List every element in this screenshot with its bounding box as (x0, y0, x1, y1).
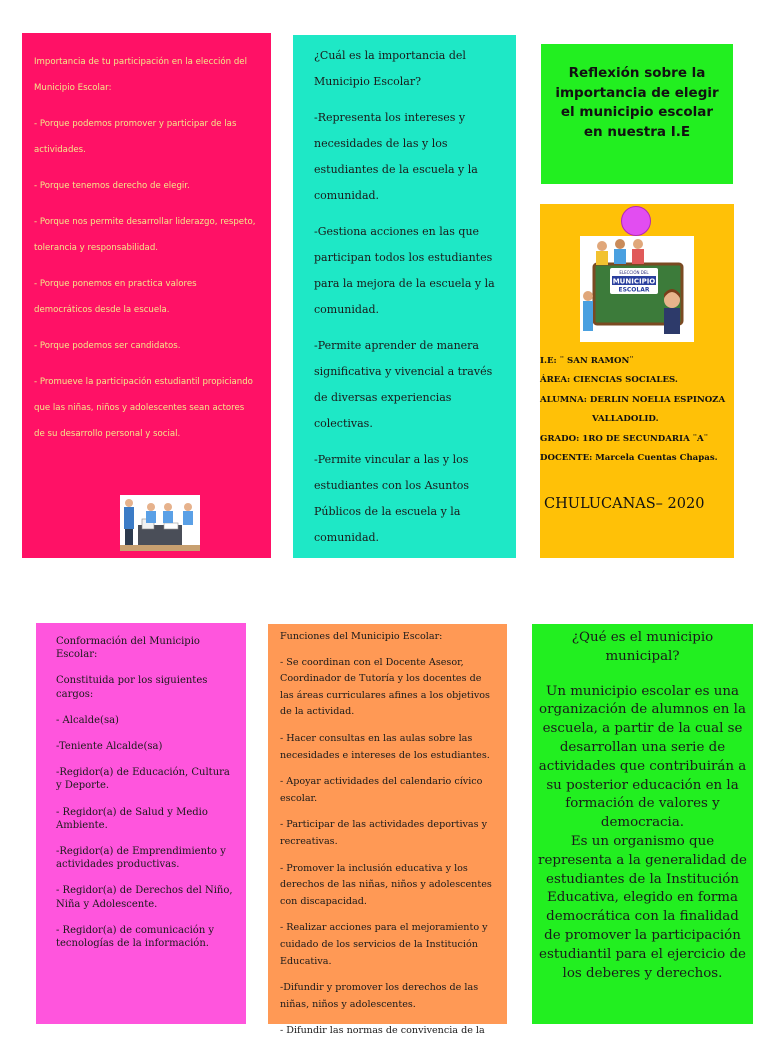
school-name: I.E: ¨ SAN RAMON¨ (540, 356, 634, 366)
participation-intro: Importancia de tu participación en la elección del Municipio Escolar: (34, 57, 247, 93)
panel-cover-info (540, 204, 734, 558)
conformation-title: Conformación del Municipio Escolar: (56, 636, 200, 661)
definition-body: Un municipio escolar es una organización de alumnos en la escuela, a partir de la cual se desarrollan una serie de actividades que contribuirán a su posterior educación en la formación de valores y democracia. (538, 683, 747, 831)
role-item: -Teniente Alcalde(sa) (56, 741, 163, 753)
panel-functions (268, 624, 507, 1037)
function-item: - Apoyar actividades del calendario cívico escolar. (280, 776, 483, 804)
student-info (540, 352, 734, 468)
conformation-subtitle: Constituida por los siguientes cargos: (56, 675, 208, 700)
role-item: - Regidor(a) de Derechos del Niño, Niña y Adolescente. (56, 885, 233, 910)
definition-question: ¿Qué es el municipio municipal? (571, 630, 714, 664)
participation-item: - Porque nos permite desarrollar liderazgo, respeto, tolerancia y responsabilidad. (34, 217, 256, 253)
student-name-cont: VALLADOLID. (592, 414, 659, 425)
functions-title: Funciones del Municipio Escolar: (280, 631, 443, 642)
panel-reflection-title (541, 44, 733, 184)
importance-item: -Permite aprender de manera significativa y vivencial a través de diversas experiencias colectivas. (314, 339, 493, 430)
circle-marker (621, 206, 651, 236)
badge-top-text: ELECCIÓN DEL (619, 270, 649, 275)
panel-definition (532, 624, 753, 1024)
definition-body-2: Es un organismo que representa a la generalidad de estudiantes de la Institución Educativa, elegido en forma democrática con la finalidad de promover la participación estudiantil para el ejercicio de los deberes y derechos. (538, 833, 747, 981)
participation-item: - Porque ponemos en practica valores democráticos desde la escuela. (34, 279, 197, 315)
reflection-title: Reflexión sobre la importancia de elegir el municipio escolar en nuestra I.E (555, 65, 719, 140)
function-item: - Promover la inclusión educativa y los derechos de las niñas, niños y adolescentes con discapacidad. (280, 862, 492, 907)
voting-illustration (120, 495, 200, 551)
student-name: ALUMNA: DERLIN NOELIA ESPINOZA (540, 394, 726, 405)
participation-item: - Porque podemos ser candidatos. (34, 341, 181, 351)
role-item: -Regidor(a) de Educación, Cultura y Deporte. (56, 767, 230, 792)
election-illustration (580, 236, 694, 342)
function-item: - Difundir las normas de convivencia de la (280, 1025, 485, 1037)
function-item: - Hacer consultas en las aulas sobre las necesidades e intereses de los estudiantes. (280, 732, 490, 761)
function-item: - Realizar acciones para el mejoramiento y cuidado de los servicios de la Institución Educativa. (280, 922, 488, 967)
importance-item: -Gestiona acciones en las que participan todos los estudiantes para la mejora de la escuela y la comunidad. (314, 225, 495, 316)
role-item: - Regidor(a) de Salud y Medio Ambiente. (56, 806, 208, 831)
importance-item: -Permite vincular a las y los estudiantes con los Asuntos Públicos de la escuela y la comunidad. (314, 453, 470, 544)
function-item: -Difundir y promover los derechos de las niñas, niños y adolescentes. (280, 982, 479, 1010)
panel-importance-question (293, 35, 516, 558)
role-item: -Regidor(a) de Emprendimiento y actividades productivas. (56, 846, 226, 871)
function-item: - Participar de las actividades deportivas y recreativas. (280, 819, 488, 847)
participation-item: - Porque tenemos derecho de elegir. (34, 181, 190, 191)
role-item: - Alcalde(sa) (56, 714, 119, 726)
badge-title-text: MUNICIPIO (612, 277, 656, 286)
city-year: CHULUCANAS– 2020 (544, 496, 705, 512)
teacher: DOCENTE: Marcela Cuentas Chapas. (540, 453, 718, 464)
function-item: - Se coordinan con el Docente Asesor, Coordinador de Tutoría y los docentes de las áreas curriculares afines a los objetivos de la actividad. (280, 656, 490, 718)
role-item: - Regidor(a) de comunicación y tecnologías de la información. (56, 924, 215, 950)
participation-item: - Promueve la participación estudiantil propiciando que las niñas, niños y adolescentes sean actores de su desarrollo personal y social. (34, 377, 253, 439)
importance-item: -Representa los intereses y necesidades de las y los estudiantes de la escuela y la comunidad. (314, 111, 478, 202)
importance-title: ¿Cuál es la importancia del Municipio Escolar? (314, 49, 466, 88)
panel-conformation (36, 623, 246, 1024)
grade: GRADO: 1RO DE SECUNDARIA ¨A¨ (540, 433, 708, 444)
participation-item: - Porque podemos promover y participar de las actividades. (34, 119, 237, 155)
panel-participation-importance (22, 33, 271, 558)
subject-area: ÁREA: CIENCIAS SOCIALES. (540, 375, 678, 386)
badge-bottom-text: ESCOLAR (618, 286, 650, 294)
